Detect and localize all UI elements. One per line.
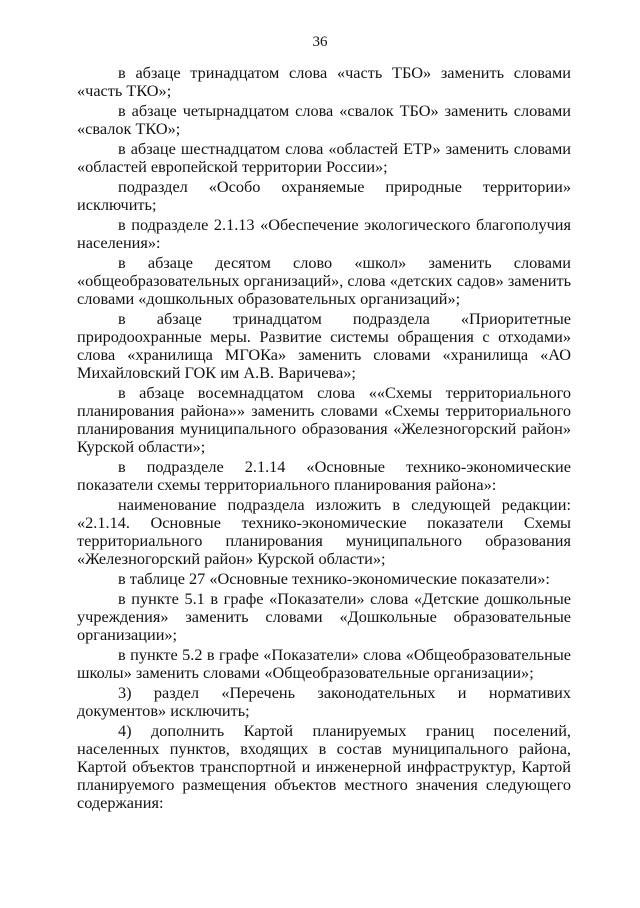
paragraph: подраздел «Особо охраняемые природные территории» исключить; — [77, 177, 571, 214]
paragraph: в абзаце десятом слово «школ» заменить словами «общеобразовательных организаций», слова «детских садов» заменить словами «дошкольных образовательных организаций»; — [77, 253, 571, 308]
paragraph: в абзаце шестнадцатом слова «областей ЕТР» заменить словами «областей европейской территории России»; — [77, 139, 571, 176]
paragraph: в пункте 5.1 в графе «Показатели» слова «Детские дошкольные учреждения» заменить словами «Дошкольные образовательные организации»; — [77, 589, 571, 644]
paragraph: в абзаце тринадцатом слова «часть ТБО» заменить словами «часть ТКО»; — [77, 63, 571, 100]
paragraph: в абзаце тринадцатом подраздела «Приоритетные природоохранные меры. Развитие системы обращения с отходами» слова «хранилища МГОКа» заменить словами «хранилища «АО Михайловский ГОК им А.В. Варичева»; — [77, 309, 571, 382]
paragraph: в подразделе 2.1.13 «Обеспечение экологического благополучия населения»: — [77, 215, 571, 252]
paragraph: в абзаце четырнадцатом слова «свалок ТБО» заменить словами «свалок ТКО»; — [77, 101, 571, 138]
paragraph: в пункте 5.2 в графе «Показатели» слова «Общеобразовательные школы» заменить словами «Общеобразовательные организации»; — [77, 645, 571, 682]
paragraph: 3) раздел «Перечень законодательных и нормативих документов» исключить; — [77, 683, 571, 720]
page-number: 36 — [312, 34, 328, 50]
paragraph: в подразделе 2.1.14 «Основные технико-экономические показатели схемы территориального планирования района»: — [77, 457, 571, 494]
paragraph: в таблице 27 «Основные технико-экономические показатели»: — [118, 569, 550, 588]
paragraph: наименование подраздела изложить в следующей редакции: «2.1.14. Основные технико-экономические показатели Схемы территориального планирования муниципального образования «Железногорский район» Курской области»; — [77, 495, 571, 568]
paragraph: 4) дополнить Картой планируемых границ поселений, населенных пунктов, входящих в состав муниципального района, Картой объектов транспортной и инженерной инфраструктур, Картой планируемого размещения объектов местного значения следующего содержания: — [77, 721, 571, 812]
document-body — [77, 64, 571, 814]
paragraph: в абзаце восемнадцатом слова ««Схемы территориального планирования района»» заменить словами «Схемы территориального планирования муниципального образования «Железногорский район» Курской области»; — [77, 383, 571, 456]
